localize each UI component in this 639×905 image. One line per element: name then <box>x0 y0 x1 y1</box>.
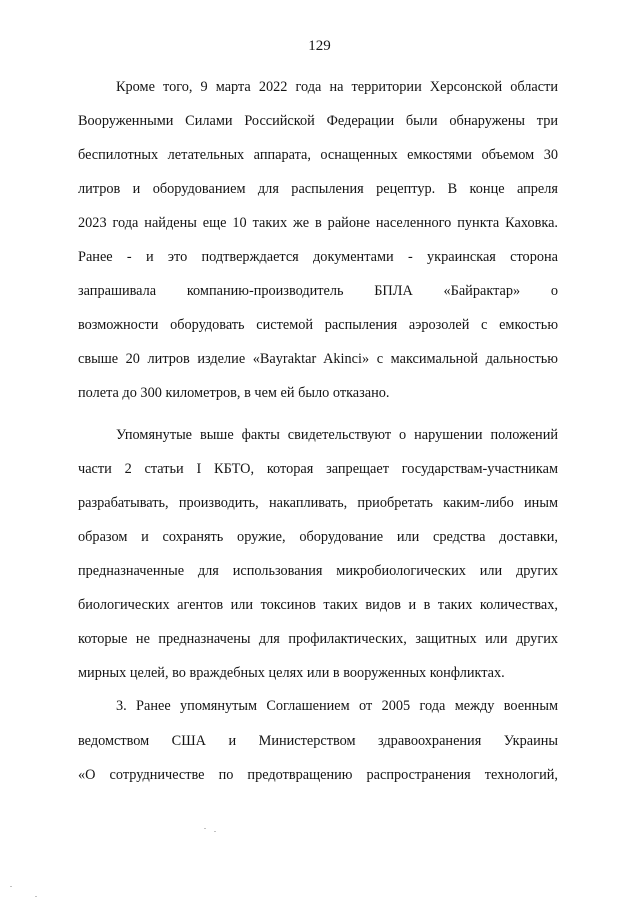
paragraph-2-line-2: части 2 статьи I КБТО, которая запрещает государствам-участникам <box>78 461 558 477</box>
paragraph-2-line-6: биологических агентов или токсинов таких видов и в таких количествах, <box>78 597 558 613</box>
paragraph-1-line-5: 2023 года найдены еще 10 таких же в районе населенного пункта Каховка. <box>78 215 558 231</box>
paragraph-1-line-7: запрашивала компанию-производитель БПЛА «Байрактар» о <box>78 283 558 299</box>
paragraph-2-line-8: мирных целей, во враждебных целях или в вооруженных конфликтах. <box>78 665 505 681</box>
paragraph-3-line-1: 3. Ранее упомянутым Соглашением от 2005 года между военным <box>116 698 558 714</box>
page-number: 129 <box>308 38 331 54</box>
paragraph-3-line-3: «О сотрудничестве по предотвращению распространения технологий, <box>78 767 558 783</box>
paragraph-1-line-10: полета до 300 километров, в чем ей было отказано. <box>78 385 390 401</box>
paragraph-2-line-4: образом и сохранять оружие, оборудование или средства доставки, <box>78 529 558 545</box>
paragraph-1-line-4: литров и оборудованием для распыления рецептур. В конце апреля <box>78 181 558 197</box>
paragraph-1-line-6: Ранее - и это подтверждается документами - украинская сторона <box>78 249 558 265</box>
paragraph-2-line-5: предназначенные для использования микробиологических или других <box>78 563 558 579</box>
paragraph-1-line-8: возможности оборудовать системой распыления аэрозолей с емкостью <box>78 317 558 333</box>
paragraph-2-line-1: Упомянутые выше факты свидетельствуют о нарушении положений <box>116 427 558 443</box>
paragraph-2-line-7: которые не предназначены для профилактических, защитных или других <box>78 631 558 647</box>
paragraph-1-line-3: беспилотных летательных аппарата, оснащенных емкостями объемом 30 <box>78 147 558 163</box>
scan-speck <box>204 828 206 829</box>
paragraph-1-line-2: Вооруженными Силами Российской Федерации были обнаружены три <box>78 113 558 129</box>
scan-speck <box>35 896 37 897</box>
paragraph-3-line-2: ведомством США и Министерством здравоохранения Украины <box>78 733 558 749</box>
paragraph-1-line-9: свыше 20 литров изделие «Bayraktar Akinci» с максимальной дальностью <box>78 351 558 367</box>
paragraph-2-line-3: разрабатывать, производить, накапливать, приобретать каким-либо иным <box>78 495 558 511</box>
scan-speck <box>10 886 12 887</box>
scan-speck <box>214 831 216 832</box>
paragraph-1-line-1: Кроме того, 9 марта 2022 года на территории Херсонской области <box>116 79 558 95</box>
